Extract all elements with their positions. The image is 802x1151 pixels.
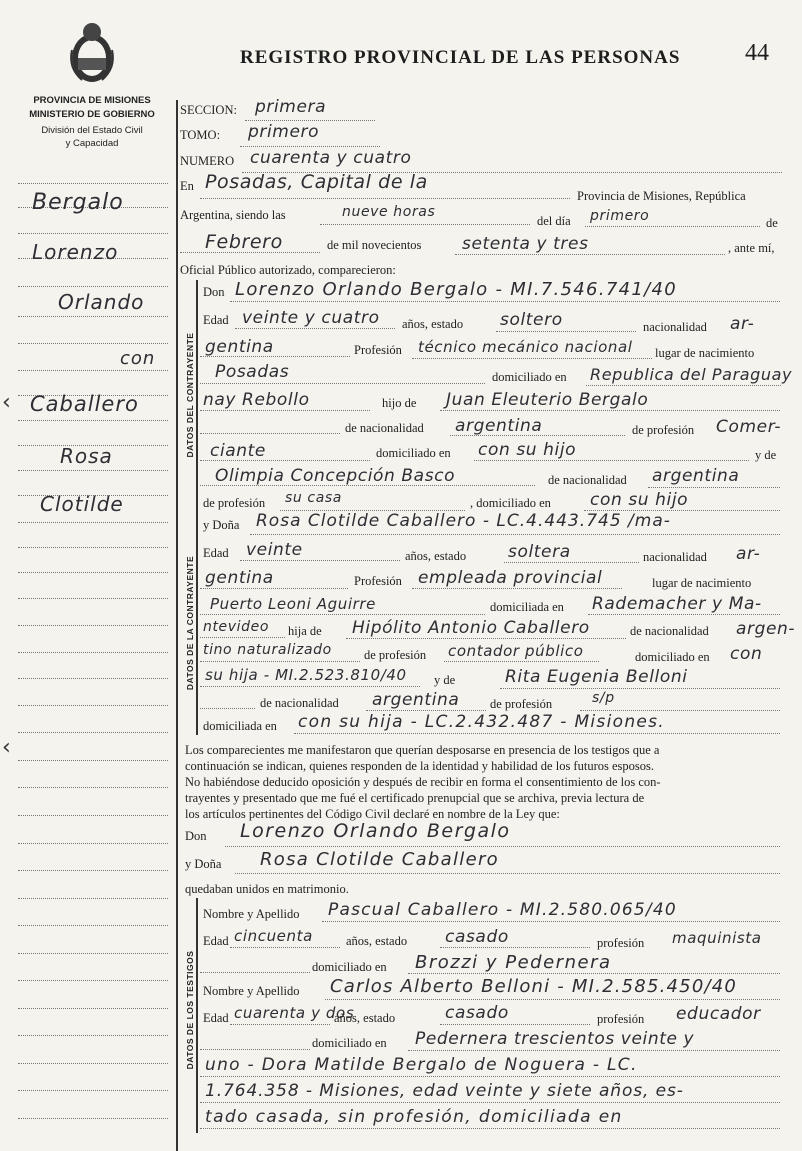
contrayenta-domicilio-a: Rademacher y Ma- xyxy=(592,594,762,614)
domiciliada-label: domiciliada en xyxy=(490,600,564,614)
lugar-label-2: lugar de nacimiento xyxy=(652,576,752,590)
contrayente-profesion: técnico mecánico nacional xyxy=(418,338,633,356)
dona-label-2: y Doña xyxy=(185,857,222,871)
contrayenta-domicilio-b: ntevideo xyxy=(203,619,270,635)
testigo2-profesion: educador xyxy=(676,1004,761,1024)
contrayente-madre: Olimpia Concepción Basco xyxy=(215,466,456,486)
testigo1-profesion: maquinista xyxy=(672,929,762,947)
de-profesion-label-3: de profesión xyxy=(364,648,427,662)
contrayenta-padre: Hipólito Antonio Caballero xyxy=(352,618,590,638)
de-nacionalidad-label: de nacionalidad xyxy=(345,421,424,435)
edad-label-3: Edad xyxy=(203,934,229,948)
profesion-label-4: profesión xyxy=(597,1012,645,1026)
testigos-bracket xyxy=(196,898,198,1133)
margin-arrow-icon: ‹ xyxy=(2,390,11,415)
profesion-label: Profesión xyxy=(354,343,402,357)
contrayenta-madre: Rita Eugenia Belloni xyxy=(505,667,688,687)
contrayente-madre-nacionalidad: argentina xyxy=(652,466,740,486)
domiciliado-label-2: domiciliado en xyxy=(376,446,451,460)
contrayente-section-label: DATOS DEL CONTRAYENTE xyxy=(185,332,195,458)
profesion-label-2: Profesión xyxy=(354,574,402,588)
declaracion-line-1: Los comparecientes me manifestaron que querían desposarse en presencia de los testigos que a xyxy=(185,743,660,757)
dia-value: primero xyxy=(590,208,650,224)
testigo2-nombre: Carlos Alberto Belloni - MI.2.585.450/40 xyxy=(330,976,738,997)
margin-divider xyxy=(176,100,178,1151)
contrayenta-name: Rosa Clotilde Caballero - LC.4.443.745 /ma- xyxy=(256,511,671,531)
del-dia-text: del día xyxy=(537,214,571,228)
seccion-value: primera xyxy=(255,97,327,117)
contrayente-padre-domicilio: con su hijo xyxy=(478,440,577,460)
anios-estado-text: años, estado xyxy=(402,317,464,331)
margin-note-firstname: Lorenzo xyxy=(32,240,119,264)
margin-note-middlename2: Clotilde xyxy=(40,492,124,516)
anios-estado-text-2: años, estado xyxy=(405,549,467,563)
de-nacionalidad-label-4: de nacionalidad xyxy=(260,696,339,710)
ante-text: , ante mí, xyxy=(728,241,775,255)
nacionalidad-label-2: nacionalidad xyxy=(643,550,707,564)
don-label: Don xyxy=(203,285,225,299)
contrayente-nacionalidad-b: gentina xyxy=(205,337,274,357)
contrayente-madre-profesion: su casa xyxy=(285,490,342,506)
testigo1-estado: casado xyxy=(445,927,509,947)
org-division: División del Estado Civil xyxy=(41,125,143,136)
anios-estado-text-4: años, estado xyxy=(334,1011,396,1025)
nombre-apellido-label: Nombre y Apellido xyxy=(203,907,300,921)
testigo-continuation-2: 1.764.358 - Misiones, edad veinte y siete años, es- xyxy=(205,1081,684,1101)
edad-label-4: Edad xyxy=(203,1011,229,1025)
org-province: PROVINCIA DE MISIONES xyxy=(33,95,151,106)
contrayenta-padre-profesion: contador público xyxy=(448,642,584,660)
testigo1-nombre: Pascual Caballero - MI.2.580.065/40 xyxy=(328,900,677,920)
tomo-value: primero xyxy=(248,122,320,142)
de-text: de xyxy=(766,216,778,230)
coat-of-arms-seal xyxy=(66,20,118,88)
lugar-label: lugar de nacimiento xyxy=(655,346,755,360)
contrayenta-padre-nacionalidad-a: argen- xyxy=(736,619,796,639)
declaracion-line-3: No habiéndose deducido oposición y después de recibir en forma el consentimiento de los con- xyxy=(185,775,661,789)
contrayenta-padre-domicilio-a: con xyxy=(730,644,763,664)
tomo-label: TOMO: xyxy=(180,128,221,142)
de-nacionalidad-label-2: de nacionalidad xyxy=(548,473,627,487)
org-ministry: MINISTERIO DE GOBIERNO xyxy=(29,109,155,120)
margin-note-firstname2: Rosa xyxy=(60,444,113,468)
contrayenta-estado: soltera xyxy=(508,542,571,562)
contrayenta-padre-nacionalidad-b: tino naturalizado xyxy=(203,642,332,658)
y-de-text: y de xyxy=(755,448,777,462)
contrayenta-profesion: empleada provincial xyxy=(418,568,603,588)
hora-value: nueve horas xyxy=(342,204,436,220)
margin-arrow-icon: ‹ xyxy=(2,735,11,760)
domiciliado-label-5: domiciliado en xyxy=(312,960,387,974)
testigo2-edad: cuarenta y dos xyxy=(234,1004,355,1022)
document-title: REGISTRO PROVINCIAL DE LAS PERSONAS xyxy=(240,47,681,68)
numero-value: cuarenta y cuatro xyxy=(250,148,412,168)
dona-label: y Doña xyxy=(203,518,240,532)
contrayente-madre-domicilio: con su hijo xyxy=(590,490,689,510)
testigo1-edad: cincuenta xyxy=(234,927,313,945)
hija-label: hija de xyxy=(288,624,322,638)
don-label-2: Don xyxy=(185,829,207,843)
margin-note-surname: Bergalo xyxy=(32,190,124,215)
domiciliado-label-3: , domiciliado en xyxy=(470,496,551,510)
edad-label-2: Edad xyxy=(203,546,229,560)
en-value: Posadas, Capital de la xyxy=(205,171,428,193)
contrayente-padre: Juan Eleuterio Bergalo xyxy=(446,390,649,410)
domiciliada-label-2: domiciliada en xyxy=(203,719,277,733)
anios-estado-text-3: años, estado xyxy=(346,934,408,948)
margin-note-surname2: Caballero xyxy=(30,392,139,416)
domiciliado-label-6: domiciliado en xyxy=(312,1036,387,1050)
oficial-text: Oficial Público autorizado, comparecieron: xyxy=(180,263,396,277)
unidos-text: quedaban unidos en matrimonio. xyxy=(185,882,349,896)
de-nacionalidad-label-3: de nacionalidad xyxy=(630,624,709,638)
nombre-apellido-label-2: Nombre y Apellido xyxy=(203,984,300,998)
hijo-label: hijo de xyxy=(382,396,417,410)
contrayenta-padre-domicilio-b: su hija - MI.2.523.810/40 xyxy=(205,666,407,684)
novio-name: Lorenzo Orlando Bergalo xyxy=(240,820,511,842)
contrayente-domicilio-a: Republica del Paraguay xyxy=(590,365,793,384)
de-profesion-label-4: de profesión xyxy=(490,697,553,711)
page-number: 44 xyxy=(745,40,769,66)
testigo1-domicilio: Brozzi y Pedernera xyxy=(415,952,612,973)
anio-value: setenta y tres xyxy=(462,234,589,254)
nacionalidad-label: nacionalidad xyxy=(643,320,707,334)
contrayente-name: Lorenzo Orlando Bergalo - MI.7.546.741/40 xyxy=(235,279,677,300)
margin-note-middlename: Orlando xyxy=(58,290,145,314)
contrayente-lugar: Posadas xyxy=(215,362,290,382)
declaracion-line-2: continuación se indican, quienes responden de la identidad y habilidad de los futuros esposos. xyxy=(185,759,654,773)
argentina-text: Argentina, siendo las xyxy=(180,208,286,222)
de-profesion-label: de profesión xyxy=(632,423,695,437)
contrayente-nacionalidad-a: ar- xyxy=(730,314,755,334)
margin-note-con: con xyxy=(120,348,156,369)
domiciliado-label-4: domiciliado en xyxy=(635,650,710,664)
contrayente-edad: veinte y cuatro xyxy=(242,308,380,328)
contrayenta-madre-profesion: s/p xyxy=(592,690,615,706)
contrayenta-lugar: Puerto Leoni Aguirre xyxy=(210,595,376,613)
contrayente-estado: soltero xyxy=(500,310,563,330)
testigo-continuation-1: uno - Dora Matilde Bergalo de Noguera - LC. xyxy=(205,1055,638,1075)
mil-text: de mil novecientos xyxy=(327,238,422,252)
contrayente-padre-profesion-b: ciante xyxy=(210,441,266,461)
de-profesion-label-2: de profesión xyxy=(203,496,266,510)
en-label: En xyxy=(180,179,194,193)
contrayenta-edad: veinte xyxy=(246,540,303,560)
contrayenta-nacionalidad-b: gentina xyxy=(205,568,274,588)
testigo2-estado: casado xyxy=(445,1003,509,1023)
edad-label: Edad xyxy=(203,313,229,327)
domiciliado-label: domiciliado en xyxy=(492,370,567,384)
contrayente-domicilio-b: nay Rebollo xyxy=(203,390,310,410)
seccion-label: SECCION: xyxy=(180,103,237,117)
declaracion-line-5: los artículos pertinentes del Código Civil declaré en nombre de la Ley que: xyxy=(185,807,560,821)
provincia-text: Provincia de Misiones, República xyxy=(577,189,746,203)
testigo-continuation-3: tado casada, sin profesión, domiciliada en xyxy=(205,1107,623,1127)
testigo2-domicilio: Pedernera trescientos veinte y xyxy=(415,1029,695,1049)
y-de-text-2: y de xyxy=(434,673,456,687)
contrayente-padre-nacionalidad: argentina xyxy=(455,416,543,436)
mes-value: Febrero xyxy=(205,231,283,253)
contrayente-bracket xyxy=(196,280,198,520)
org-capacity: y Capacidad xyxy=(65,138,119,149)
numero-label: NUMERO xyxy=(180,154,235,168)
contrayenta-bracket xyxy=(196,520,198,735)
contrayenta-nacionalidad-a: ar- xyxy=(736,544,761,564)
declaracion-line-4: trayentes y presentado que me fué el certificado prenupcial que se archiva, previa lectura de xyxy=(185,791,645,805)
contrayenta-madre-nacionalidad: argentina xyxy=(372,690,460,710)
contrayente-padre-profesion-a: Comer- xyxy=(716,417,782,437)
contrayenta-madre-domicilio: con su hija - LC.2.432.487 - Misiones. xyxy=(298,712,666,732)
testigos-section-label: DATOS DE LOS TESTIGOS xyxy=(185,950,195,1070)
contrayenta-section-label: DATOS DE LA CONTRAYENTE xyxy=(185,555,195,691)
profesion-label-3: profesión xyxy=(597,936,645,950)
novia-name: Rosa Clotilde Caballero xyxy=(260,849,499,870)
